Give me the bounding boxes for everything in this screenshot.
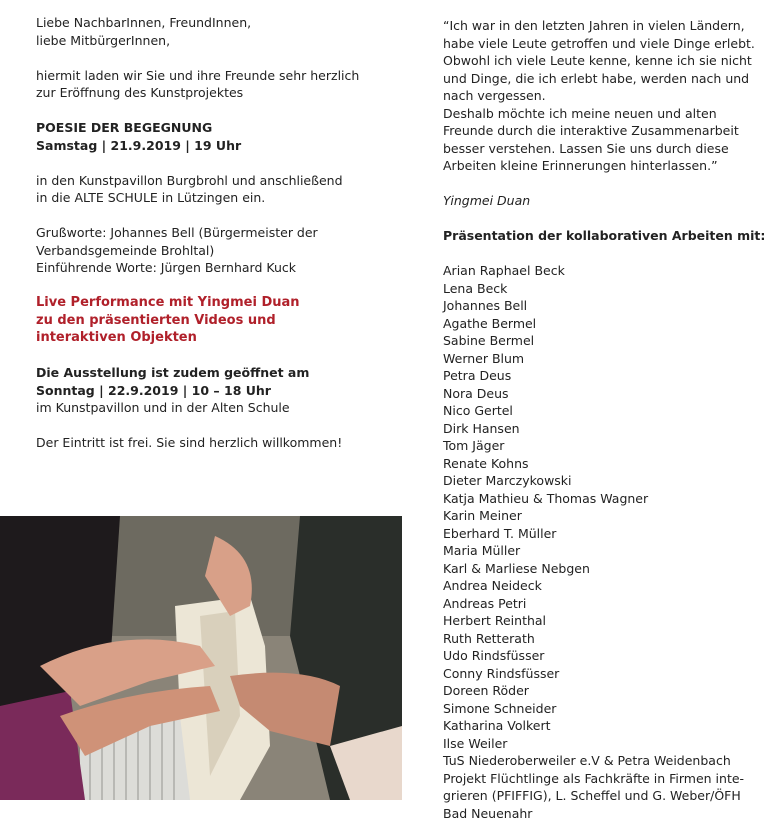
participant-name: Katharina Volkert (443, 717, 773, 735)
speeches-line-1: Grußworte: Johannes Bell (Bürgermeister der (36, 224, 386, 242)
participant-name: Lena Beck (443, 280, 773, 298)
invitation-column (36, 14, 386, 452)
speeches-line-2: Verbandsgemeinde Brohltal) (36, 242, 386, 260)
hands-photo (0, 516, 402, 800)
participant-name: Arian Raphael Beck (443, 262, 773, 280)
participant-name: Dieter Marczykowski (443, 472, 773, 490)
participant-name: TuS Niederoberweiler e.V & Petra Weidenbach (443, 752, 773, 770)
greeting-line-2: liebe MitbürgerInnen, (36, 32, 386, 50)
artist-quote (443, 17, 773, 175)
participant-name: Udo Rindsfüsser (443, 647, 773, 665)
quote-line: Obwohl ich viele Leute kenne, kenne ich sie nicht (443, 52, 773, 70)
participant-name: grieren (PFIFFIG), L. Scheffel und G. Weber/ÖFH (443, 787, 773, 805)
performance-line-1: Live Performance mit Yingmei Duan (36, 294, 386, 312)
project-title: POESIE DER BEGEGNUNG (36, 119, 386, 137)
participants-heading: Präsentation der kollaborativen Arbeiten mit: (443, 227, 773, 245)
quote-line: nach vergessen. (443, 87, 773, 105)
participant-name: Conny Rindsfüsser (443, 665, 773, 683)
participant-name: Petra Deus (443, 367, 773, 385)
quote-line: “Ich war in den letzten Jahren in vielen Ländern, (443, 17, 773, 35)
quote-line: Deshalb möchte ich meine neuen und alten (443, 105, 773, 123)
participants-list (443, 262, 773, 822)
invite-line-1: hiermit laden wir Sie und ihre Freunde sehr herzlich (36, 67, 386, 85)
participant-name: Sabine Bermel (443, 332, 773, 350)
participant-name: Bad Neuenahr (443, 805, 773, 822)
participant-name: Nora Deus (443, 385, 773, 403)
participant-name: Werner Blum (443, 350, 773, 368)
participant-name: Karl & Marliese Nebgen (443, 560, 773, 578)
participant-name: Ruth Retterath (443, 630, 773, 648)
participant-name: Ilse Weiler (443, 735, 773, 753)
info-column (443, 17, 773, 822)
participant-name: Eberhard T. Müller (443, 525, 773, 543)
participant-name: Maria Müller (443, 542, 773, 560)
quote-line: besser verstehen. Lassen Sie uns durch diese (443, 140, 773, 158)
open-place: im Kunstpavillon und in der Alten Schule (36, 399, 386, 417)
quote-line: habe viele Leute getroffen und viele Dinge erlebt. (443, 35, 773, 53)
quote-author: Yingmei Duan (443, 192, 773, 210)
participant-name: Herbert Reinthal (443, 612, 773, 630)
quote-line: und Dinge, die ich erlebt habe, werden nach und (443, 70, 773, 88)
hands-photo-image (0, 516, 402, 800)
participant-name: Projekt Flüchtlinge als Fachkräfte in Firmen inte- (443, 770, 773, 788)
participant-name: Nico Gertel (443, 402, 773, 420)
participant-name: Agathe Bermel (443, 315, 773, 333)
opening-date: Samstag | 21.9.2019 | 19 Uhr (36, 137, 386, 155)
participant-name: Johannes Bell (443, 297, 773, 315)
location-line-1: in den Kunstpavillon Burgbrohl und anschließend (36, 172, 386, 190)
entry-note: Der Eintritt ist frei. Sie sind herzlich willkommen! (36, 434, 386, 452)
participant-name: Doreen Röder (443, 682, 773, 700)
participant-name: Karin Meiner (443, 507, 773, 525)
participant-name: Simone Schneider (443, 700, 773, 718)
invite-line-2: zur Eröffnung des Kunstprojektes (36, 84, 386, 102)
participant-name: Andrea Neideck (443, 577, 773, 595)
quote-line: Arbeiten kleine Erinnerungen hinterlassen.” (443, 157, 773, 175)
participant-name: Katja Mathieu & Thomas Wagner (443, 490, 773, 508)
participant-name: Renate Kohns (443, 455, 773, 473)
participant-name: Andreas Petri (443, 595, 773, 613)
location-line-2: in die ALTE SCHULE in Lützingen ein. (36, 189, 386, 207)
speeches-line-3: Einführende Worte: Jürgen Bernhard Kuck (36, 259, 386, 277)
quote-line: Freunde durch die interaktive Zusammenarbeit (443, 122, 773, 140)
greeting-line-1: Liebe NachbarInnen, FreundInnen, (36, 14, 386, 32)
performance-line-3: interaktiven Objekten (36, 329, 386, 347)
open-date: Sonntag | 22.9.2019 | 10 – 18 Uhr (36, 382, 386, 400)
participant-name: Tom Jäger (443, 437, 773, 455)
open-heading: Die Ausstellung ist zudem geöffnet am (36, 364, 386, 382)
participant-name: Dirk Hansen (443, 420, 773, 438)
performance-line-2: zu den präsentierten Videos und (36, 312, 386, 330)
